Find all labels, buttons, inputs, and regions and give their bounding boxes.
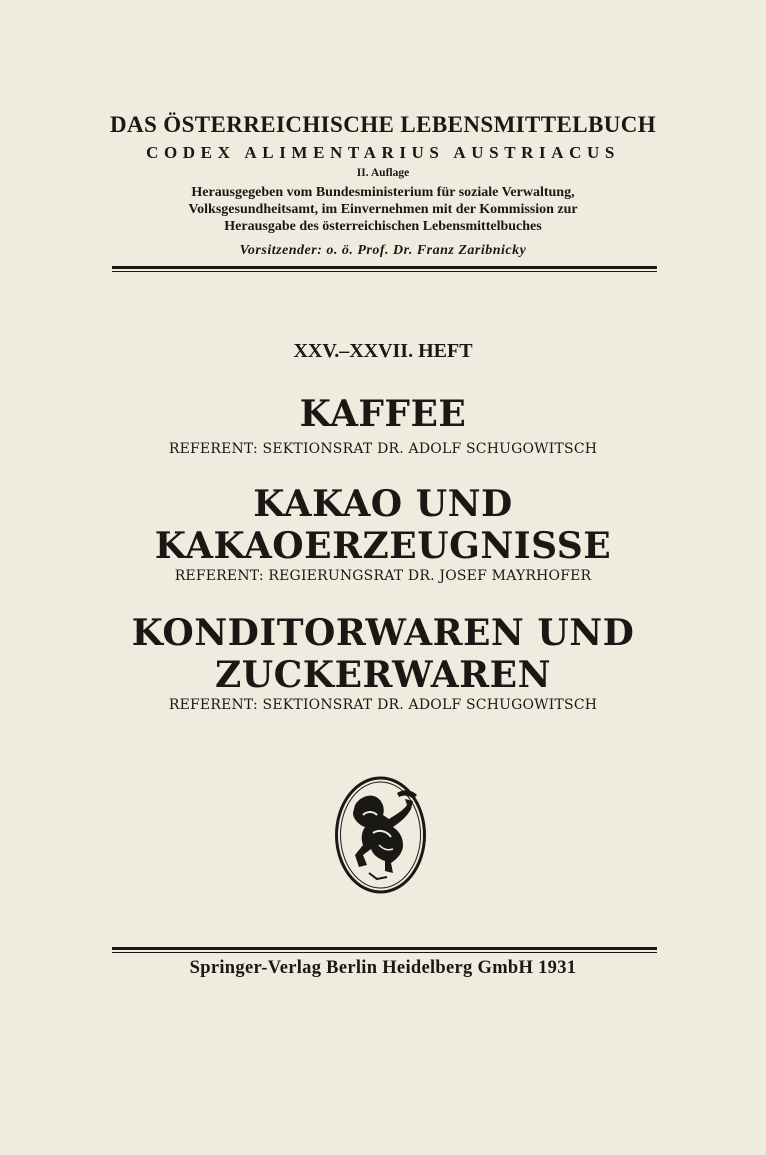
section-referent: REFERENT: SEKTIONSRAT DR. ADOLF SCHUGOWITSCH [168, 697, 598, 713]
header-divider-thick [112, 266, 657, 269]
section-title-line: KAFFEE [299, 393, 467, 435]
publisher-info [0, 184, 766, 235]
footer-divider-thin [112, 952, 657, 953]
section-title-konditorwaren [0, 612, 766, 696]
series-title: DAS ÖSTERREICHISCHE LEBENSMITTELBUCH [109, 112, 657, 137]
section-title-kaffee [0, 393, 766, 435]
chair-line: Vorsitzender: o. ö. Prof. Dr. Franz Zaribnicky [239, 243, 527, 258]
section-referent: REFERENT: REGIERUNGSRAT DR. JOSEF MAYRHOFER [174, 568, 592, 584]
issue-number: XXV.–XXVII. HEFT [293, 340, 473, 362]
section-title-line: KAKAOERZEUGNISSE [154, 525, 612, 567]
section-title-kakao [0, 483, 766, 567]
publisher-line: Volksgesundheitsamt, im Einvernehmen mit der Kommission zur [188, 202, 578, 217]
series-subtitle: CODEX ALIMENTARIUS AUSTRIACUS [146, 143, 620, 162]
publisher-imprint: Springer-Verlag Berlin Heidelberg GmbH 1931 [189, 958, 577, 978]
edition-label: II. Auflage [356, 167, 410, 179]
footer-divider-thick [112, 947, 657, 950]
section-referent: REFERENT: SEKTIONSRAT DR. ADOLF SCHUGOWITSCH [168, 441, 598, 457]
publisher-line: Herausgabe des österreichischen Lebensmittelbuches [224, 219, 542, 234]
section-title-line: KONDITORWAREN UND [131, 612, 635, 654]
springer-knight-logo-icon [333, 775, 428, 895]
section-title-line: ZUCKERWAREN [214, 654, 551, 696]
section-title-line: KAKAO UND [253, 483, 513, 525]
publisher-line: Herausgegeben vom Bundesministerium für soziale Verwaltung, [191, 185, 575, 200]
header-divider-thin [112, 271, 657, 272]
